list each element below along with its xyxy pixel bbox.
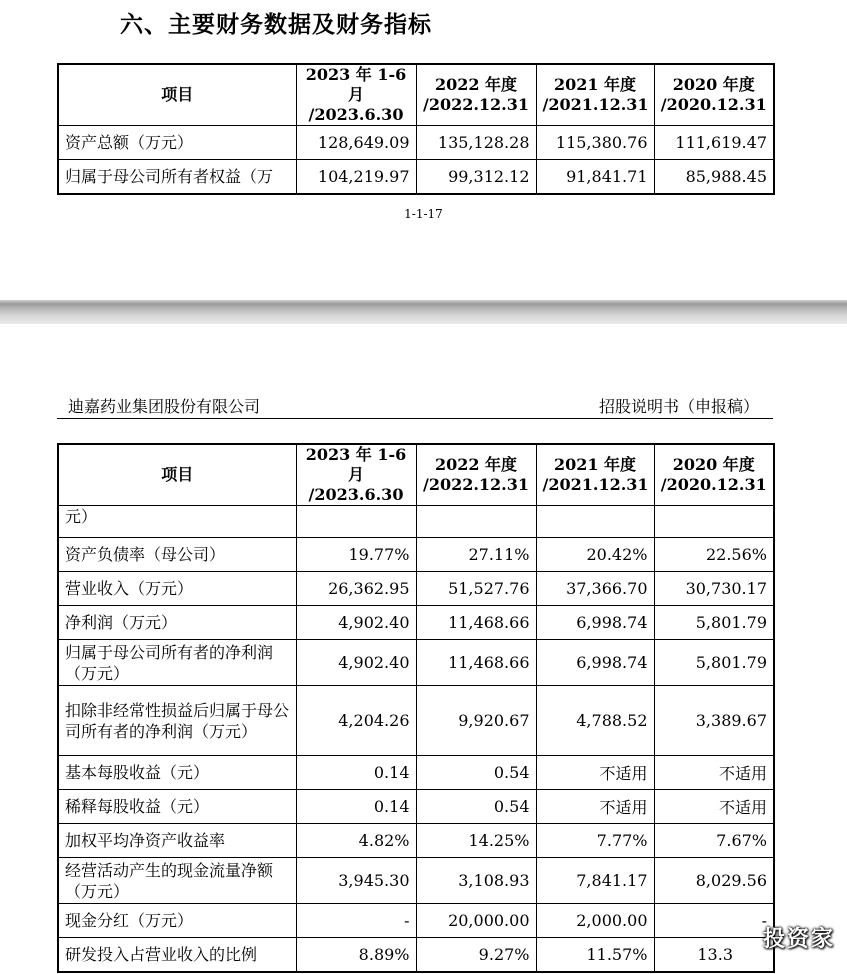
cell-value: 104,219.97 bbox=[296, 160, 416, 194]
table-row bbox=[58, 606, 774, 640]
document-name: 招股说明书（申报稿） bbox=[598, 397, 759, 416]
table-row bbox=[58, 640, 774, 686]
cell-value: 3,389.67 bbox=[654, 686, 774, 756]
cell-value: 6,998.74 bbox=[536, 640, 654, 686]
cell-value bbox=[296, 506, 416, 538]
cell-value: 135,128.28 bbox=[416, 126, 536, 160]
cell-value: 4,204.26 bbox=[296, 686, 416, 756]
cell-value: 5,801.79 bbox=[654, 606, 774, 640]
table-row bbox=[58, 858, 774, 904]
header-rule bbox=[57, 418, 773, 419]
cell-value: 8,029.56 bbox=[654, 858, 774, 904]
cell-value: 0.54 bbox=[416, 790, 536, 824]
cell-value: 14.25% bbox=[416, 824, 536, 858]
cell-value: 0.14 bbox=[296, 756, 416, 790]
cell-value: 不适用 bbox=[654, 756, 774, 790]
row-label: 净利润（万元） bbox=[58, 606, 296, 640]
cell-value: 3,945.30 bbox=[296, 858, 416, 904]
col-header-2022: 2022 年度 /2022.12.31 bbox=[416, 444, 536, 506]
row-label: 现金分红（万元） bbox=[58, 904, 296, 938]
cell-value: 20,000.00 bbox=[416, 904, 536, 938]
row-label: 资产负债率（母公司） bbox=[58, 538, 296, 572]
row-label: 扣除非经常性损益后归属于母公司所有者的净利润（万元） bbox=[58, 686, 296, 756]
cell-value: 27.11% bbox=[416, 538, 536, 572]
financial-table-top bbox=[57, 63, 775, 195]
cell-value: 51,527.76 bbox=[416, 572, 536, 606]
cell-value: 7,841.17 bbox=[536, 858, 654, 904]
cell-value: 22.56% bbox=[654, 538, 774, 572]
cell-value bbox=[654, 506, 774, 538]
cell-value: 85,988.45 bbox=[654, 160, 774, 194]
table-row bbox=[58, 572, 774, 606]
cell-value: 20.42% bbox=[536, 538, 654, 572]
row-label: 营业收入（万元） bbox=[58, 572, 296, 606]
cell-value: 3,108.93 bbox=[416, 858, 536, 904]
col-header-item: 项目 bbox=[58, 444, 296, 506]
col-header-2022: 2022 年度 /2022.12.31 bbox=[416, 64, 536, 126]
row-label: 稀释每股收益（元） bbox=[58, 790, 296, 824]
col-header-2020: 2020 年度 /2020.12.31 bbox=[654, 64, 774, 126]
cell-value: 111,619.47 bbox=[654, 126, 774, 160]
col-header-2023: 2023 年 1-6 月 /2023.6.30 bbox=[296, 444, 416, 506]
cell-value: 11.57% bbox=[536, 938, 654, 972]
cell-value: 30,730.17 bbox=[654, 572, 774, 606]
cell-value: 37,366.70 bbox=[536, 572, 654, 606]
cell-value: 不适用 bbox=[536, 756, 654, 790]
page-number: 1-1-17 bbox=[404, 207, 443, 221]
section-heading: 六、主要财务数据及财务指标 bbox=[120, 11, 432, 38]
cell-value: 9.27% bbox=[416, 938, 536, 972]
cell-value: 13.3 bbox=[654, 938, 774, 972]
cell-value: 0.14 bbox=[296, 790, 416, 824]
cell-value: 26,362.95 bbox=[296, 572, 416, 606]
row-label: 经营活动产生的现金流量净额（万元） bbox=[58, 858, 296, 904]
row-label: 研发投入占营业收入的比例 bbox=[58, 938, 296, 972]
page-upper bbox=[0, 0, 847, 302]
cell-value: 8.89% bbox=[296, 938, 416, 972]
table-row bbox=[58, 686, 774, 756]
cell-value: 4,788.52 bbox=[536, 686, 654, 756]
cell-value: 7.67% bbox=[654, 824, 774, 858]
table-row bbox=[58, 538, 774, 572]
col-header-2023: 2023 年 1-6 月 /2023.6.30 bbox=[296, 64, 416, 126]
table-row bbox=[58, 904, 774, 938]
cell-value: 128,649.09 bbox=[296, 126, 416, 160]
col-header-2020: 2020 年度 /2020.12.31 bbox=[654, 444, 774, 506]
col-header-2021: 2021 年度 /2021.12.31 bbox=[536, 64, 654, 126]
table-row bbox=[58, 824, 774, 858]
table-row bbox=[58, 126, 774, 160]
watermark-logo: 投资家 bbox=[762, 927, 835, 952]
cell-value: 2,000.00 bbox=[536, 904, 654, 938]
cell-value: 19.77% bbox=[296, 538, 416, 572]
cell-value: 6,998.74 bbox=[536, 606, 654, 640]
company-name: 迪嘉药业集团股份有限公司 bbox=[68, 397, 261, 416]
table-header-row bbox=[58, 64, 774, 126]
cell-value: 不适用 bbox=[536, 790, 654, 824]
cell-value: 91,841.71 bbox=[536, 160, 654, 194]
col-header-item: 项目 bbox=[58, 64, 296, 126]
cell-value: 11,468.66 bbox=[416, 606, 536, 640]
row-label: 元） bbox=[58, 506, 296, 538]
page-separator bbox=[0, 300, 847, 324]
cell-value bbox=[536, 506, 654, 538]
row-label: 归属于母公司所有者权益（万 bbox=[58, 160, 296, 194]
cell-value: 4,902.40 bbox=[296, 640, 416, 686]
cell-value: 9,920.67 bbox=[416, 686, 536, 756]
table-row bbox=[58, 938, 774, 972]
table-row bbox=[58, 506, 774, 538]
cell-value bbox=[416, 506, 536, 538]
cell-value: 7.77% bbox=[536, 824, 654, 858]
cell-value: - bbox=[296, 904, 416, 938]
cell-value: 0.54 bbox=[416, 756, 536, 790]
cell-value: - bbox=[654, 904, 774, 938]
row-label: 资产总额（万元） bbox=[58, 126, 296, 160]
table-row bbox=[58, 756, 774, 790]
cell-value: 4.82% bbox=[296, 824, 416, 858]
cell-value: 99,312.12 bbox=[416, 160, 536, 194]
cell-value: 4,902.40 bbox=[296, 606, 416, 640]
table-row bbox=[58, 790, 774, 824]
cell-value: 5,801.79 bbox=[654, 640, 774, 686]
table-header-row bbox=[58, 444, 774, 506]
cell-value: 不适用 bbox=[654, 790, 774, 824]
cell-value: 115,380.76 bbox=[536, 126, 654, 160]
row-label: 归属于母公司所有者的净利润（万元） bbox=[58, 640, 296, 686]
col-header-2021: 2021 年度 /2021.12.31 bbox=[536, 444, 654, 506]
row-label: 基本每股收益（元） bbox=[58, 756, 296, 790]
financial-table-bottom bbox=[57, 443, 775, 973]
cell-value: 11,468.66 bbox=[416, 640, 536, 686]
row-label: 加权平均净资产收益率 bbox=[58, 824, 296, 858]
table-row bbox=[58, 160, 774, 194]
